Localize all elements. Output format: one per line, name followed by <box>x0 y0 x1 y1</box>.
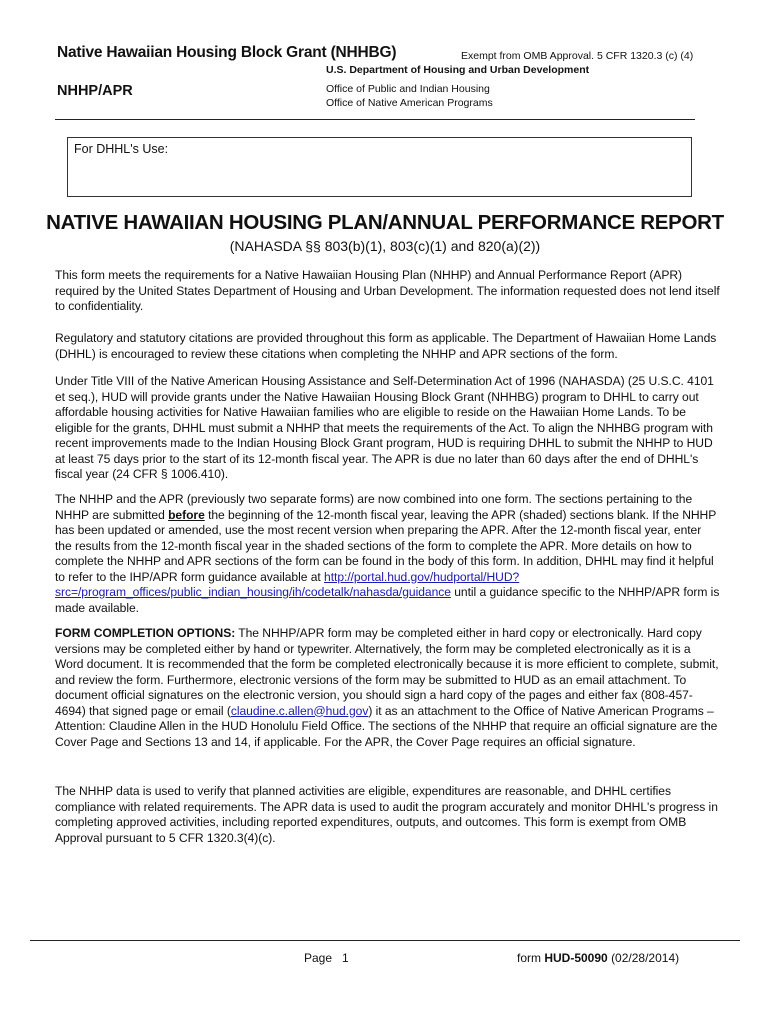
page-subtitle: (NAHASDA §§ 803(b)(1), 803(c)(1) and 820(a)(2)) <box>229 238 541 254</box>
header-divider <box>55 119 695 120</box>
form-code: NHHP/APR <box>57 83 133 99</box>
form-completion-text-b: ) it as an attachment to the Office of Native American Programs – Attention: Claudine Allen in the HUD Honolulu Field Office. The sections of the NHHP that require an official signature are the Cover Page and Sections 13 and 14, if applicable. For the APR, the Cover Page requires an official signature. <box>55 703 718 749</box>
combined-form-paragraph <box>55 492 720 616</box>
form-identifier <box>517 951 679 965</box>
office-line-1: Office of Public and Indian Housing <box>326 83 490 95</box>
program-title: Native Hawaiian Housing Block Grant (NHHBG) <box>57 44 397 61</box>
citations-paragraph: Regulatory and statutory citations are provided throughout this form as applicable. The Department of Hawaiian Home Lands (DHHL) is encouraged to review these citations when completing the NHHP and APR sections of the form. <box>55 331 717 361</box>
dhhl-use-label: For DHHL's Use: <box>74 142 169 156</box>
form-completion-text-a: The NHHP/APR form may be completed either in hard copy or electronically. Hard copy versions may be completed either by hand or typewriter. Alternatively, the form may be completed electronically as it is a Word document. It is recommended that the form be completed electronically because it is more efficient to complete, submit, and review the form. Furthermore, electronic versions of the form may be submitted to HUD as an email attachment. To document official signatures on the electronic version, you should sign a hard copy of the pages and either fax (808-457-4694) that signed page or email ( <box>55 626 719 718</box>
form-prefix: form <box>517 951 541 965</box>
combined-form-text-a: The NHHP and the APR (previously two separate forms) are now combined into one form. The sections pertaining to the NHHP are submitted <box>55 492 693 522</box>
form-id: HUD-50090 <box>544 951 608 965</box>
office-names <box>326 82 493 110</box>
combined-form-text-b: the beginning of the 12-month fiscal year, leaving the APR (shaded) sections blank. If the NHHP has been updated or amended, use the most recent version when preparing the APR. After the 12-month fiscal year, enter the results from the 12-month fiscal year in the shaded sections of the form to complete the APR. More details on how to complete the NHHP and APR sections of the form can be found in the body of this form. In addition, DHHL may find it helpful to refer to the IHP/APR form guidance available at <box>55 507 717 584</box>
page-number <box>304 951 349 965</box>
department-name: U.S. Department of Housing and Urban Development <box>326 64 590 76</box>
data-use-paragraph: The NHHP data is used to verify that planned activities are eligible, expenditures are reasonable, and DHHL certifies compliance with related requirements. The APR data is used to audit the program accurately and monitor DHHL's progress in completing approved activities, including reported expenditures, outputs, and outcomes. This form is exempt from OMB Approval pursuant to 5 CFR 1320.3(4)(c). <box>55 784 718 845</box>
page-label: Page <box>304 951 333 965</box>
omb-exempt-notice: Exempt from OMB Approval. 5 CFR 1320.3 (c) (4) <box>461 50 694 62</box>
before-emphasis: before <box>168 507 205 522</box>
form-completion-paragraph <box>55 626 720 750</box>
contact-email-link[interactable]: claudine.c.allen@hud.gov <box>230 703 369 718</box>
page-number-value: 1 <box>342 951 349 965</box>
guidance-link[interactable]: http://portal.hud.gov/hudportal/HUD?src=/program_offices/public_indian_housing/ih/codetalk/nahasda/guidance <box>55 569 520 599</box>
intro-paragraph: This form meets the requirements for a Native Hawaiian Housing Plan (NHHP) and Annual Performance Report (APR) required by the United States Department of Housing and Urban Development. The information requested does not lend itself to confidentiality. <box>55 268 720 313</box>
page-title: NATIVE HAWAIIAN HOUSING PLAN/ANNUAL PERFORMANCE REPORT <box>46 211 724 234</box>
combined-form-text-c: until a guidance specific to the NHHP/APR form is made available. <box>55 585 720 615</box>
dhhl-use-box[interactable] <box>67 137 692 197</box>
form-completion-label: FORM COMPLETION OPTIONS: <box>55 626 236 640</box>
office-line-2: Office of Native American Programs <box>326 97 493 109</box>
title-viii-paragraph: Under Title VIII of the Native American Housing Assistance and Self-Determination Act of 1996 (NAHASDA) (25 U.S.C. 4101 et seq.), HUD will provide grants under the Native Hawaiian Housing Block Grant (NHHBG) program to DHHL to carry out affordable housing activities for Native Hawaiian families who are eligible to reside on the Hawaiian Home Lands. To be eligible for the grants, DHHL must submit a NHHP that meets the requirements of the Act. To align the NHHBG program with recent improvements made to the Indian Housing Block Grant program, HUD is requiring DHHL to submit the NHHP to HUD at least 75 days prior to the start of its 12-month fiscal year. The APR is due no later than 60 days after the end of DHHL's fiscal year (24 CFR § 1006.410). <box>55 374 714 481</box>
footer-divider <box>30 940 740 941</box>
form-date: (02/28/2014) <box>611 951 680 965</box>
